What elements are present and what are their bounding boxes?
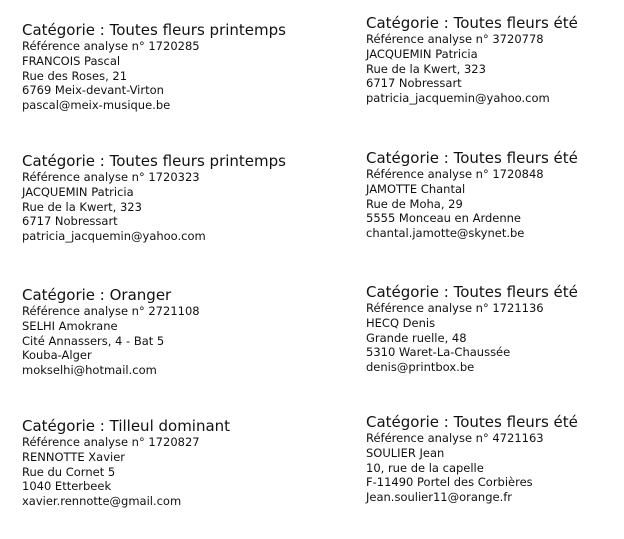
city: 6717 Nobressart — [366, 76, 462, 91]
analysis-reference: Référence analyse n° 1721136 — [366, 301, 544, 315]
street-address: Rue des Roses, 21 — [22, 68, 128, 83]
city: 6717 Nobressart — [22, 214, 118, 229]
contact-name: HECQ Denis — [366, 315, 436, 330]
category-heading: Catégorie : Toutes fleurs été — [366, 14, 578, 32]
street-address: Cité Annassers, 4 - Bat 5 — [22, 333, 165, 348]
email-address: denis@printbox.be — [366, 360, 475, 375]
category-heading: Catégorie : Toutes fleurs printemps — [22, 152, 286, 170]
email-address: Jean.soulier11@orange.fr — [366, 490, 513, 505]
email-address: pascal@meix-musique.be — [22, 98, 171, 113]
analysis-entry — [366, 414, 578, 505]
analysis-reference: Référence analyse n° 1720827 — [22, 435, 200, 449]
analysis-entry — [366, 150, 578, 241]
analysis-reference: Référence analyse n° 1720848 — [366, 167, 544, 181]
street-address: Rue de la Kwert, 323 — [22, 199, 142, 214]
street-address: Rue de Moha, 29 — [366, 196, 463, 211]
analysis-reference: Référence analyse n° 4721163 — [366, 431, 544, 445]
category-heading: Catégorie : Toutes fleurs été — [366, 413, 578, 431]
street-address: Grande ruelle, 48 — [366, 330, 467, 345]
city: 1040 Etterbeek — [22, 479, 112, 494]
category-heading: Catégorie : Oranger — [22, 286, 172, 304]
analysis-reference: Référence analyse n° 1720323 — [22, 170, 200, 184]
city: 5310 Waret-La-Chaussée — [366, 345, 511, 360]
analysis-entry — [22, 153, 286, 244]
analysis-reference: Référence analyse n° 3720778 — [366, 32, 544, 46]
street-address: 10, rue de la capelle — [366, 460, 484, 475]
city: 5555 Monceau en Ardenne — [366, 211, 521, 226]
email-address: mokselhi@hotmail.com — [22, 363, 157, 378]
analysis-entry — [366, 284, 578, 375]
email-address: xavier.rennotte@gmail.com — [22, 494, 182, 509]
contact-name: SOULIER Jean — [366, 445, 445, 460]
email-address: chantal.jamotte@skynet.be — [366, 226, 525, 241]
analysis-entry — [22, 22, 286, 113]
contact-name: JAMOTTE Chantal — [366, 181, 466, 196]
category-heading: Catégorie : Toutes fleurs été — [366, 149, 578, 167]
contact-name: JACQUEMIN Patricia — [22, 184, 134, 199]
street-address: Rue de la Kwert, 323 — [366, 61, 486, 76]
contact-name: RENNOTTE Xavier — [22, 449, 126, 464]
city: Kouba-Alger — [22, 348, 92, 363]
contact-name: JACQUEMIN Patricia — [366, 46, 478, 61]
analysis-entry — [22, 418, 230, 509]
city: F-11490 Portel des Corbières — [366, 475, 533, 490]
contact-name: SELHI Amokrane — [22, 318, 118, 333]
analysis-reference: Référence analyse n° 2721108 — [22, 304, 200, 318]
analysis-entry — [366, 15, 578, 106]
category-heading: Catégorie : Toutes fleurs été — [366, 283, 578, 301]
analysis-entry — [22, 287, 200, 378]
street-address: Rue du Cornet 5 — [22, 464, 116, 479]
category-heading: Catégorie : Tilleul dominant — [22, 417, 231, 435]
analysis-reference: Référence analyse n° 1720285 — [22, 39, 200, 53]
email-address: patricia_jacquemin@yahoo.com — [22, 229, 206, 244]
city: 6769 Meix-devant-Virton — [22, 83, 164, 98]
contact-name: FRANCOIS Pascal — [22, 53, 121, 68]
email-address: patricia_jacquemin@yahoo.com — [366, 91, 550, 106]
category-heading: Catégorie : Toutes fleurs printemps — [22, 21, 286, 39]
